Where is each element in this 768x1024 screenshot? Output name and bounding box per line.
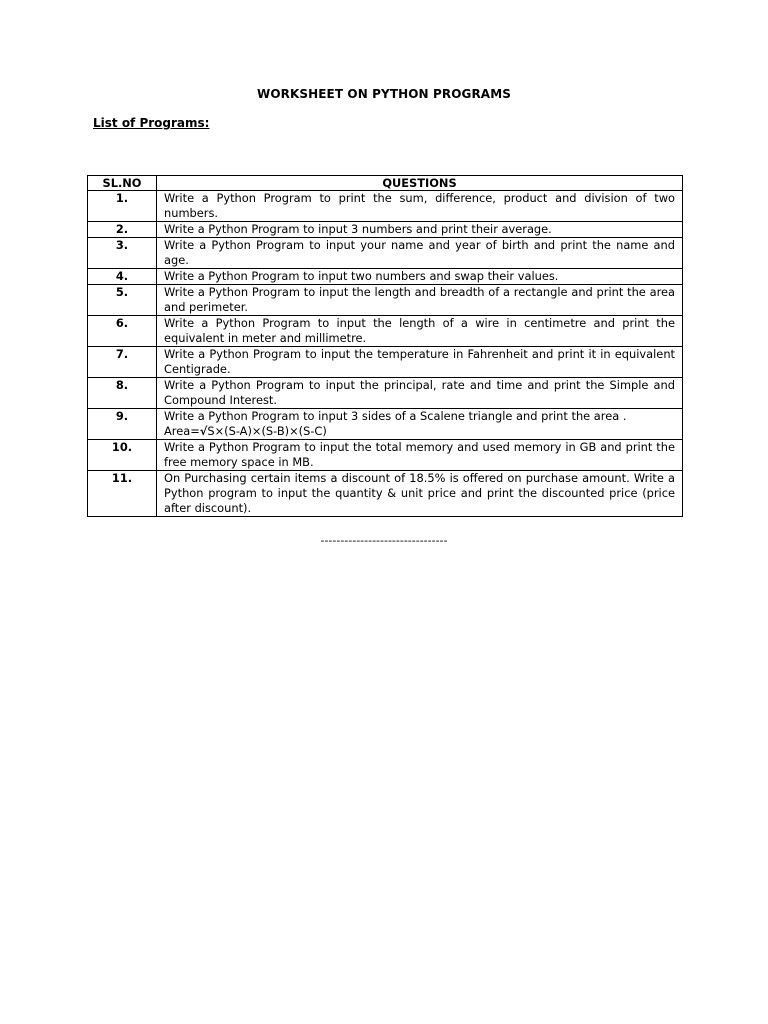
page-title: WORKSHEET ON PYTHON PROGRAMS xyxy=(257,87,511,101)
sl-no-cell: 1. xyxy=(88,191,157,222)
sl-no-cell: 2. xyxy=(88,222,157,238)
question-cell: On Purchasing certain items a discount of 18.5% is offered on purchase amount. Write a Python program to input the quantity & unit price and print the discounted price (price after discount). xyxy=(157,471,683,517)
table-row xyxy=(88,316,683,347)
question-cell: Write a Python Program to input the principal, rate and time and print the Simple and Compound Interest. xyxy=(157,378,683,409)
question-cell: Write a Python Program to print the sum, difference, product and division of two numbers. xyxy=(157,191,683,222)
question-cell: Write a Python Program to input the temperature in Fahrenheit and print it in equivalent Centigrade. xyxy=(157,347,683,378)
footer-rule: -------------------------------- xyxy=(320,534,448,547)
question-cell xyxy=(157,409,683,440)
question-cell: Write a Python Program to input the total memory and used memory in GB and print the free memory space in MB. xyxy=(157,440,683,471)
table-row xyxy=(88,285,683,316)
area-formula xyxy=(164,424,675,439)
question-cell: Write a Python Program to input your name and year of birth and print the name and age. xyxy=(157,238,683,269)
question-cell: Write a Python Program to input two numbers and swap their values. xyxy=(157,269,683,285)
sl-no-cell: 7. xyxy=(88,347,157,378)
formula-body: S×(S-A)×(S-B)×(S-C) xyxy=(207,424,327,438)
sl-no-cell: 3. xyxy=(88,238,157,269)
header-questions: QUESTIONS xyxy=(157,176,683,191)
table-row xyxy=(88,238,683,269)
question-cell: Write a Python Program to input 3 numbers and print their average. xyxy=(157,222,683,238)
question-text: Write a Python Program to input 3 sides of a Scalene triangle and print the area . xyxy=(164,409,627,423)
sl-no-cell: 5. xyxy=(88,285,157,316)
table-row xyxy=(88,222,683,238)
sl-no-cell: 9. xyxy=(88,409,157,440)
table-header-row xyxy=(88,176,683,191)
sl-no-cell: 11. xyxy=(88,471,157,517)
question-cell: Write a Python Program to input the length of a wire in centimetre and print the equivalent in meter and millimetre. xyxy=(157,316,683,347)
sl-no-cell: 6. xyxy=(88,316,157,347)
programs-table xyxy=(87,175,683,517)
formula-prefix: Area= xyxy=(164,424,200,438)
table-row xyxy=(88,440,683,471)
table-row xyxy=(88,347,683,378)
section-heading: List of Programs: xyxy=(93,116,210,130)
sl-no-cell: 8. xyxy=(88,378,157,409)
table-row xyxy=(88,471,683,517)
table-row xyxy=(88,378,683,409)
sl-no-cell: 4. xyxy=(88,269,157,285)
square-root-icon: √ xyxy=(199,424,208,438)
table-row xyxy=(88,409,683,440)
table-row xyxy=(88,269,683,285)
table-row xyxy=(88,191,683,222)
question-cell: Write a Python Program to input the length and breadth of a rectangle and print the area and perimeter. xyxy=(157,285,683,316)
header-sl-no: SL.NO xyxy=(88,176,157,191)
sl-no-cell: 10. xyxy=(88,440,157,471)
